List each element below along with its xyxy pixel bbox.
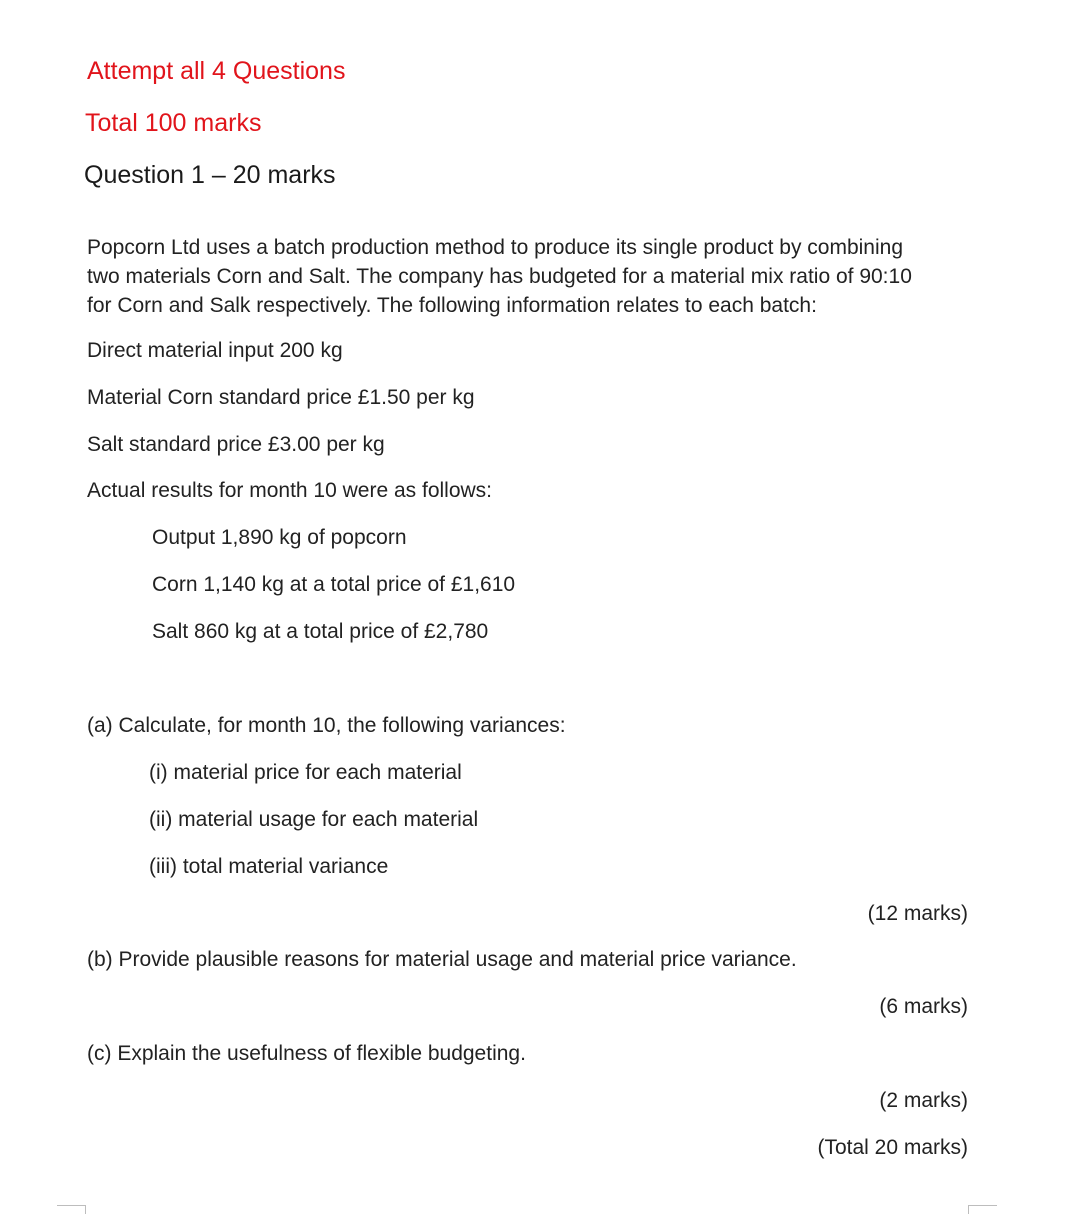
direct-material-input: Direct material input 200 kg xyxy=(87,339,343,362)
corn-standard-price: Material Corn standard price £1.50 per kg xyxy=(87,386,475,409)
actual-results-heading: Actual results for month 10 were as follows: xyxy=(87,479,493,502)
part-b-marks: (6 marks) xyxy=(879,995,968,1018)
question-title: Question 1 – 20 marks xyxy=(84,161,336,189)
part-a-item-ii: (ii) material usage for each material xyxy=(149,808,479,831)
salt-standard-price: Salt standard price £3.00 per kg xyxy=(87,433,385,456)
actual-salt: Salt 860 kg at a total price of £2,780 xyxy=(152,620,489,643)
total-marks-heading: Total 100 marks xyxy=(85,109,262,137)
part-c-prompt: (c) Explain the usefulness of flexible budgeting. xyxy=(87,1042,526,1065)
instruction-heading: Attempt all 4 Questions xyxy=(87,57,346,85)
total-marks: (Total 20 marks) xyxy=(817,1136,968,1159)
part-a-item-i: (i) material price for each material xyxy=(149,761,462,784)
actual-output: Output 1,890 kg of popcorn xyxy=(152,526,407,549)
page-corner-mark-right xyxy=(968,1205,997,1214)
actual-corn: Corn 1,140 kg at a total price of £1,610 xyxy=(152,573,516,596)
page-corner-mark-left xyxy=(57,1205,86,1214)
part-a-marks: (12 marks) xyxy=(867,902,968,925)
part-c-marks: (2 marks) xyxy=(879,1089,968,1112)
intro-line: Popcorn Ltd uses a batch production method to produce its single product by combining xyxy=(87,236,903,259)
intro-line: two materials Corn and Salt. The company has budgeted for a material mix ratio of 90:10 xyxy=(87,265,912,288)
part-b-prompt: (b) Provide plausible reasons for material usage and material price variance. xyxy=(87,948,797,971)
part-a-prompt: (a) Calculate, for month 10, the following variances: xyxy=(87,714,566,737)
part-a-item-iii: (iii) total material variance xyxy=(149,855,389,878)
intro-line: for Corn and Salk respectively. The following information relates to each batch: xyxy=(87,294,817,317)
intro-paragraph xyxy=(87,233,967,320)
